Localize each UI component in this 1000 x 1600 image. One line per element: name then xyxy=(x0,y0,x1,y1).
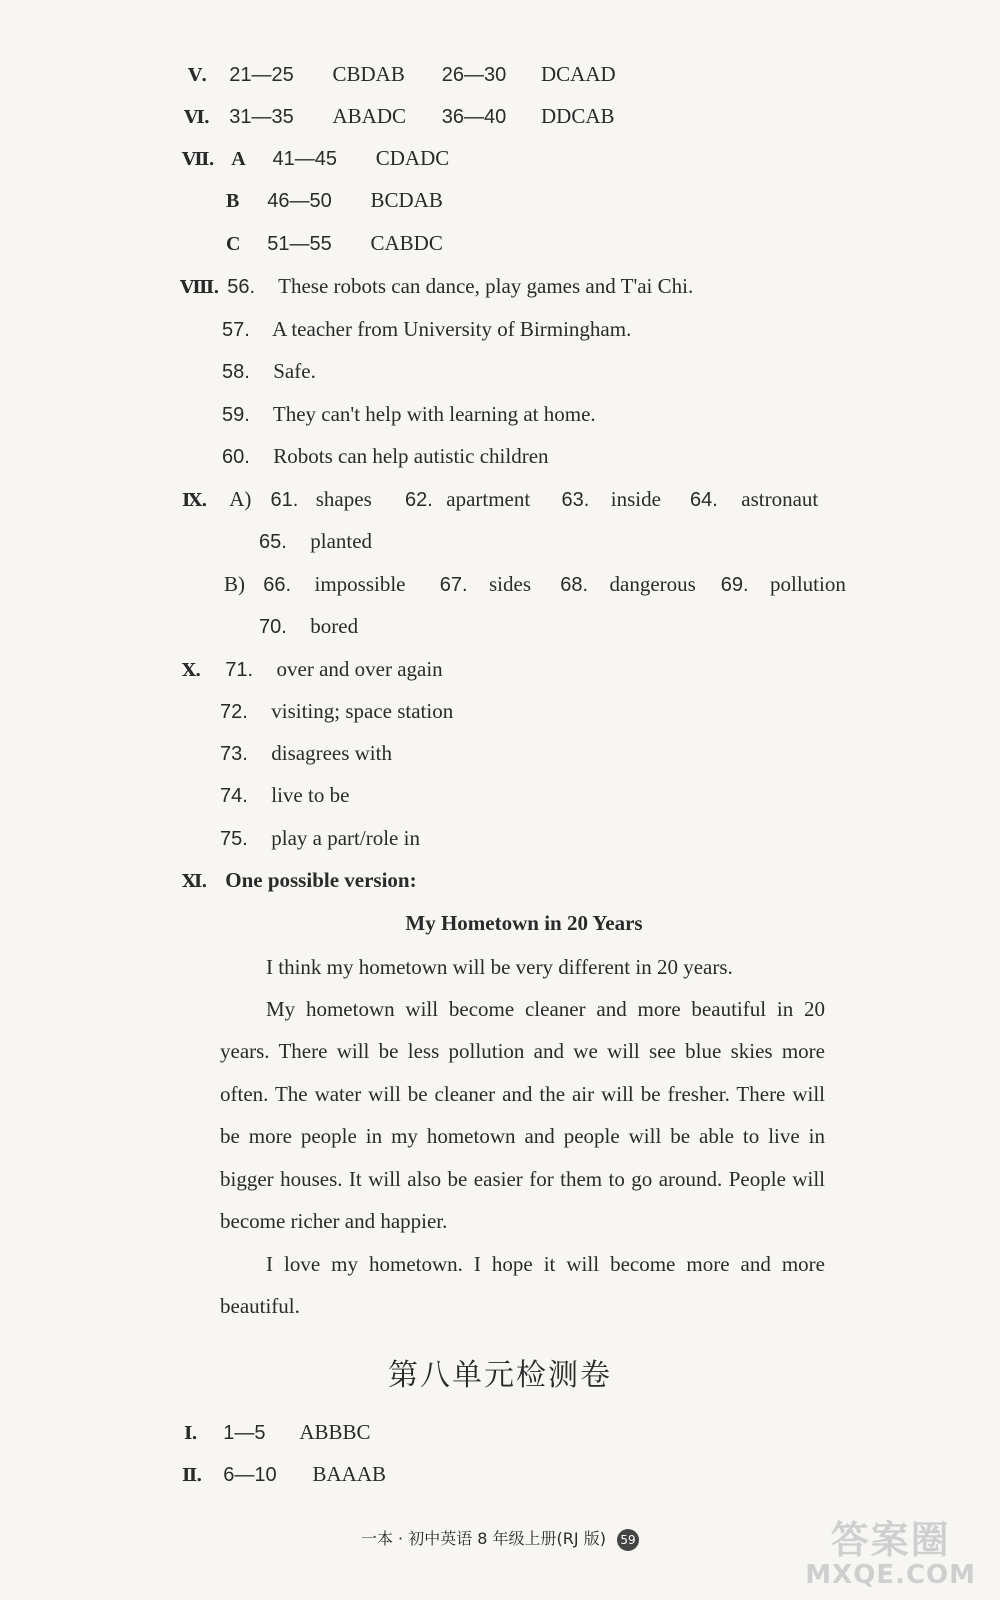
paragraph-text: My hometown will become cleaner and more beautiful in 20 years. There will be less pollution and we will see blue skies more often. The water will be cleaner and the air will be fresher. There will be more people in my hometown and people will be able to live in bigger houses. It will also be easier for them to go around. People will become richer and happier. xyxy=(220,997,825,1234)
answer-row-viii-58 xyxy=(222,357,316,386)
answer-row-ix-b xyxy=(224,570,846,599)
section-numeral: Ⅱ. xyxy=(182,1465,202,1486)
essay-paragraph-1 xyxy=(220,946,825,988)
range-label: 41—45 xyxy=(272,148,337,170)
answer-row-x-73 xyxy=(220,739,392,768)
answer-letters: ABADC xyxy=(332,104,407,128)
item-number: 64. xyxy=(690,489,718,511)
item-number: 70. xyxy=(259,616,287,638)
item-number: 58. xyxy=(222,361,250,383)
answer-word: planted xyxy=(310,529,373,553)
answer-row-ix-a xyxy=(182,485,818,515)
answer-row-viii-59 xyxy=(222,400,596,429)
answer-word: impossible xyxy=(314,572,406,596)
answer-word: apartment xyxy=(446,487,531,511)
section-numeral: Ⅴ. xyxy=(188,65,207,86)
essay-paragraph-2 xyxy=(220,988,825,1242)
footer-text: 一本 · 初中英语 8 年级上册(RJ 版) xyxy=(360,1529,606,1548)
paragraph-text: I think my hometown will be very different in 20 years. xyxy=(266,955,733,979)
answer-word: astronaut xyxy=(741,487,819,511)
answer-text: A teacher from University of Birmingham. xyxy=(272,317,632,341)
answer-row-unit8-ii xyxy=(182,1460,386,1490)
item-number: 73. xyxy=(220,743,248,765)
watermark-url: MXQE.COM xyxy=(805,1560,976,1590)
range-label: 6—10 xyxy=(223,1464,277,1486)
answer-row-vii-b xyxy=(226,186,443,215)
answer-letters: CBDAB xyxy=(332,62,405,86)
answer-text: disagrees with xyxy=(271,741,392,765)
answer-row-vii-a xyxy=(182,144,449,174)
unit-title: 第八单元检测卷 xyxy=(388,1358,612,1393)
page-number-badge: 59 xyxy=(617,1529,639,1551)
answer-row-x-72 xyxy=(220,697,453,726)
item-number: 59. xyxy=(222,404,250,426)
answer-letters: ABBBC xyxy=(299,1420,371,1444)
section-numeral: Ⅶ. xyxy=(182,149,214,170)
answer-row-ix-b-70 xyxy=(259,612,358,641)
answer-text: These robots can dance, play games and T'ai Chi. xyxy=(278,274,694,298)
answer-word: bored xyxy=(310,614,359,638)
answer-text: play a part/role in xyxy=(271,826,420,850)
item-number: 66. xyxy=(263,574,292,596)
item-number: 69. xyxy=(720,574,749,596)
answer-text: Robots can help autistic children xyxy=(273,444,549,468)
item-number: 62. xyxy=(405,489,433,511)
section-numeral: Ⅸ. xyxy=(182,490,207,511)
answer-word: shapes xyxy=(315,487,372,511)
essay-title: My Hometown in 20 Years xyxy=(405,911,643,935)
range-label: 26—30 xyxy=(441,64,507,86)
answer-row-viii-56 xyxy=(180,272,693,302)
answer-word: dangerous xyxy=(609,572,696,596)
subsection-label: A xyxy=(231,148,246,170)
answer-text: over and over again xyxy=(276,657,443,681)
section-numeral: Ⅰ. xyxy=(184,1423,197,1444)
item-number: 65. xyxy=(259,531,287,553)
answer-row-xi xyxy=(182,866,417,896)
item-number: 61. xyxy=(270,489,299,511)
answer-row-unit8-i xyxy=(184,1418,371,1448)
range-label: 51—55 xyxy=(267,233,332,255)
section-numeral: Ⅷ. xyxy=(180,277,219,298)
range-label: 46—50 xyxy=(267,190,332,212)
section-numeral: Ⅵ. xyxy=(184,107,209,128)
answer-word: sides xyxy=(489,572,531,596)
answer-row-x-75 xyxy=(220,824,420,853)
range-label: 31—35 xyxy=(229,106,294,128)
paragraph-text: I love my hometown. I hope it will become more and more beautiful. xyxy=(220,1252,825,1319)
item-number: 75. xyxy=(220,828,248,850)
item-number: 67. xyxy=(439,574,468,596)
watermark-logo: 答案圈 xyxy=(830,1518,951,1562)
item-number: 57. xyxy=(222,319,250,341)
answer-row-ix-a-65 xyxy=(259,527,372,556)
answer-text: They can't help with learning at home. xyxy=(272,402,596,426)
answer-row-vi xyxy=(184,102,615,132)
item-number: 68. xyxy=(560,574,589,596)
section-numeral: Ⅹ. xyxy=(182,660,201,681)
answer-word: inside xyxy=(610,487,661,511)
subsection-label: B xyxy=(226,190,240,212)
range-label: 21—25 xyxy=(229,64,294,86)
essay-paragraph-3 xyxy=(220,1243,825,1328)
answer-text: Safe. xyxy=(273,359,316,383)
answer-letters: BCDAB xyxy=(370,188,443,212)
item-number: 71. xyxy=(225,659,254,681)
subsection-label: C xyxy=(226,233,241,255)
item-number: 74. xyxy=(220,785,248,807)
item-number: 63. xyxy=(561,489,590,511)
answer-row-x-74 xyxy=(220,781,349,810)
section-numeral: Ⅺ. xyxy=(182,871,207,892)
answer-row-x-71 xyxy=(182,655,443,685)
answer-letters: DDCAB xyxy=(541,104,615,128)
answer-letters: BAAAB xyxy=(312,1462,387,1486)
watermark xyxy=(805,1509,976,1590)
answer-row-viii-60 xyxy=(222,442,549,471)
answer-letters: CDADC xyxy=(375,146,450,170)
subsection-label: B) xyxy=(224,572,245,596)
answer-row-vii-c xyxy=(226,229,443,258)
item-number: 72. xyxy=(220,701,248,723)
answer-text: live to be xyxy=(271,783,350,807)
range-label: 1—5 xyxy=(223,1422,266,1444)
answer-text: visiting; space station xyxy=(271,699,454,723)
range-label: 36—40 xyxy=(441,106,507,128)
subsection-label: A) xyxy=(229,487,252,511)
essay-intro: One possible version: xyxy=(225,868,417,892)
answer-row-viii-57 xyxy=(222,315,631,344)
answer-word: pollution xyxy=(770,572,846,596)
item-number: 56. xyxy=(227,276,256,298)
answer-letters: CABDC xyxy=(370,231,443,255)
item-number: 60. xyxy=(222,446,250,468)
answer-row-v xyxy=(188,60,616,90)
answer-letters: DCAAD xyxy=(541,62,616,86)
